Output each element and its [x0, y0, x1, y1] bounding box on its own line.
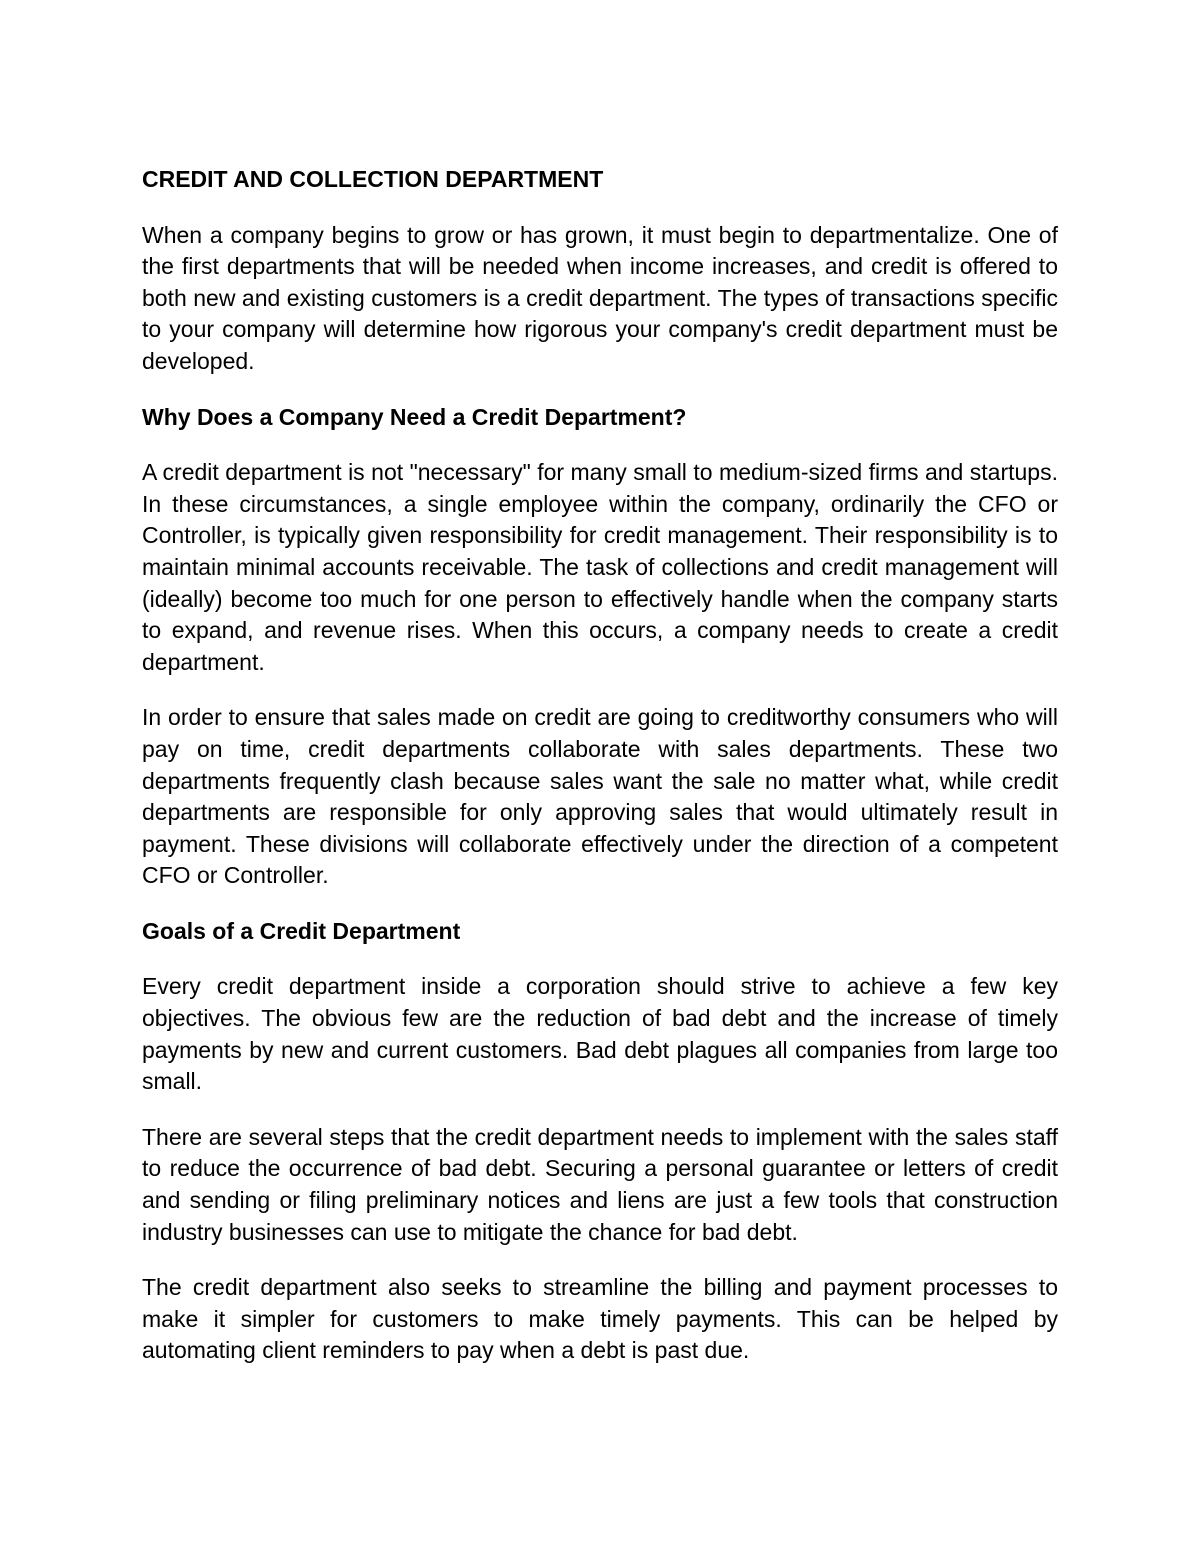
paragraph: The credit department also seeks to streamline the billing and payment processes to make it simpler for customers to make timely payments. This can be helped by automating client reminders to pay when a debt is past due. [142, 1274, 1058, 1364]
paragraph: There are several steps that the credit department needs to implement with the sales staff to reduce the occurrence of bad debt. Securing a personal guarantee or letters of credit and sending or filing preliminary notices and liens are just a few tools that construction industry businesses can use to mitigate the chance for bad debt. [142, 1123, 1058, 1245]
paragraph: In order to ensure that sales made on credit are going to creditworthy consumers who will pay on time, credit departments collaborate with sales departments. These two departments frequently clash because sales want the sale no matter what, while credit departments are responsible for only approving sales that would ultimately result in payment. These divisions will collaborate effectively under the direction of a competent CFO or Controller. [142, 704, 1058, 889]
document-page [142, 164, 1058, 1391]
paragraph: A credit department is not "necessary" for many small to medium-sized firms and startups. In these circumstances, a single employee within the company, ordinarily the CFO or Controller, is typically given responsibility for credit management. Their responsibility is to maintain minimal accounts receivable. The task of collections and credit management will (ideally) become too much for one person to effectively handle when the company starts to expand, and revenue rises. When this occurs, a company needs to create a credit department. [142, 459, 1058, 675]
intro-paragraph: When a company begins to grow or has grown, it must begin to departmentalize. One of the first departments that will be needed when income increases, and credit is offered to both new and existing customers is a credit department. The types of transactions specific to your company will determine how rigorous your company's credit department must be developed. [142, 221, 1058, 374]
section-heading-why-credit-department: Why Does a Company Need a Credit Department? [142, 403, 687, 430]
section-heading-goals: Goals of a Credit Department [142, 917, 461, 944]
document-title: CREDIT AND COLLECTION DEPARTMENT [142, 166, 604, 192]
paragraph: Every credit department inside a corporation should strive to achieve a few key objectives. The obvious few are the reduction of bad debt and the increase of timely payments by new and current customers. Bad debt plagues all companies from large too small. [142, 973, 1058, 1095]
